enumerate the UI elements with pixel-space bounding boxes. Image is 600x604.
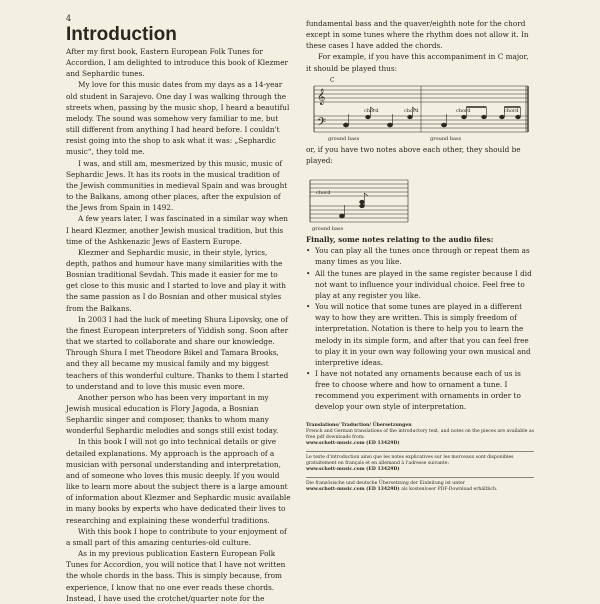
paragraph: My love for this music dates from my days as a 14-year old student in Sarajevo. One day I was walking through the streets when, passing by the music shop, I heard a beautiful melody. The sound was somehow very familiar to me, but still different from anything I had heard before. I couldn't resist going into the shop to ask what it was: „Sephardic music“, they told me. xyxy=(66,80,290,157)
paragraph: I was, and still am, mesmerized by this music, music of Sephardic Jews. It has its roots in the musical tradition of the Jewish communities in medieval Spain and was brought to the Balkans, among other places, after the expulsion of the Jews from Spain in 1492. xyxy=(66,158,288,213)
translations-box xyxy=(306,423,534,494)
paragraph: A few years later, I was fascinated in a similar way when I heard Klezmer, another Jewish musical tradition, but this time of the Ashkenazic Jews of Eastern Europe. xyxy=(66,214,288,246)
divider xyxy=(306,477,534,478)
translations-heading: Translations/ Traduction/ Übersetzungen xyxy=(306,422,412,428)
paragraph: In 2003 I had the luck of meeting Shura Lipovsky, one of the finest European interpreters of Yiddish song. Soon after that we started to collaborate and share our knowledge. Through Shura I met Theodore Bikel and Tamara Brooks, and they all became my musical family and my biggest teachers of this wonderful culture. Thanks to them I started to understand and to love this music even more. xyxy=(66,314,289,391)
translation-de: Die französische und deutsche Übersetzung der Einleitung ist unter www.schott-music.com (ED 13429D) als kostenloser PDF-Download erhältlich. xyxy=(306,481,498,493)
list-item: • You can play all the tunes once through or repeat them as many times as you like. xyxy=(306,246,530,267)
bullet-icon: • xyxy=(306,246,311,256)
paragraph: Klezmer and Sephardic music, in their style, lyrics, depth, pathos and humour have many similarities with the Bosnian traditional Sevdah. This made it easier for me to get close to this music and I started to love and play it with the same passion as I do Bosnian and other musical styles from the Balkans. xyxy=(66,247,286,313)
translation-fr: Le texte d'introduction ainsi que les notes explicatives sur les morceaux sont disponibles gratuitement en français et en allemand à l'adresse suivante: www.schott-music.com (ED 13429D) xyxy=(306,454,514,473)
paragraph: After my first book, Eastern European Folk Tunes for Accordion, I am delighted to introduce this book of Klezmer and Sephardic tunes. xyxy=(66,47,289,79)
paragraph: or, if you have two notes above each other, they should be played: xyxy=(306,144,521,165)
paragraph: fundamental bass and the quaver/eighth note for the chord except in some tunes where the rhythm does not allow it. In these cases I have added the chords. xyxy=(306,19,529,51)
small-staff xyxy=(306,166,534,234)
paragraph: For example, if you have this accompaniment in C major, it should be played thus: xyxy=(306,52,529,73)
bass-label: ground bass xyxy=(430,135,462,142)
download-link[interactable]: www.schott-music.com (ED 13429D) xyxy=(306,440,400,446)
paragraph: As in my previous publication Eastern European Folk Tunes for Accordion, you will notice that I have not written the whole chords in the bass. This is simply because, from experience, I know that no one ever reads these chords. Instead, I have used the crotchet/quarter note for the xyxy=(66,549,286,603)
paragraph: Another person who has been very important in my Jewish musical education is Flory Jagoda, a Bosnian Sephardic singer and composer, thanks to whom many wonderful Sephardic melodies and songs still exist today. xyxy=(66,392,279,436)
list-item: • I have not notated any ornaments because each of us is free to choose where and how to ornament a tune. I recommend you experiment with ornaments in order to develop your own style of interpretation. xyxy=(306,368,521,412)
translation-en: French and German translations of the introductory text, and notes on the pieces are available as free pdf downloads from: www.schott-music.com (ED 13429D) xyxy=(306,428,534,446)
grand-staff xyxy=(306,74,534,144)
notes-list xyxy=(306,245,534,412)
chord-label: chord xyxy=(456,107,471,114)
key-label: C xyxy=(330,76,335,84)
music-example-2 xyxy=(306,166,534,234)
bass-label: ground bass xyxy=(328,135,360,142)
paragraph: In this book I will not go into technical details or give detailed explanations. My approach is the approach of a musician with personal understanding and interpretation, and of someone who loves this music deeply. If you would like to learn more about the subject there is a large amount of information about Klezmer and Sephardic music available in many books by experts who have dedicated their lives to researching and explaining these wonderful traditions. xyxy=(66,437,291,525)
notes-heading: Finally, some notes relating to the audio files: xyxy=(306,235,494,245)
list-item: • You will notice that some tunes are played in a different way to how they are written. This is simply freedom of interpretation. Notation is there to help you to learn the melody in its simple form, and after that you can feel free to play it in your own way following your own musical and interpretive ideas. xyxy=(306,302,531,367)
right-column xyxy=(306,18,534,497)
download-link[interactable]: www.schott-music.com (ED 13429D) xyxy=(306,487,400,493)
bullet-icon: • xyxy=(306,368,311,378)
chord-label: chord xyxy=(316,190,331,197)
divider xyxy=(306,451,534,452)
bass-label: ground bass xyxy=(312,226,344,233)
bass-clef-icon: 𝄢 xyxy=(317,115,327,132)
chord-label: chord xyxy=(504,107,519,114)
chord-label: chord xyxy=(364,107,379,114)
bullet-icon: • xyxy=(306,268,311,278)
paragraph: With this book I hope to contribute to your enjoyment of a small part of this amazing centuries-old culture. xyxy=(66,526,287,547)
download-link[interactable]: www.schott-music.com (ED 13429D) xyxy=(306,467,400,473)
page-title: Introduction xyxy=(66,24,177,45)
treble-clef-icon: 𝄞 xyxy=(317,88,326,105)
left-column xyxy=(66,46,291,604)
music-example-1 xyxy=(306,74,534,144)
list-item: • All the tunes are played in the same register because I did not want to influence your individual choice. Feel free to play at any register you like. xyxy=(306,268,532,300)
page-number: 4 xyxy=(66,14,72,23)
chord-label: chord xyxy=(404,107,419,114)
bullet-icon: • xyxy=(306,302,311,312)
